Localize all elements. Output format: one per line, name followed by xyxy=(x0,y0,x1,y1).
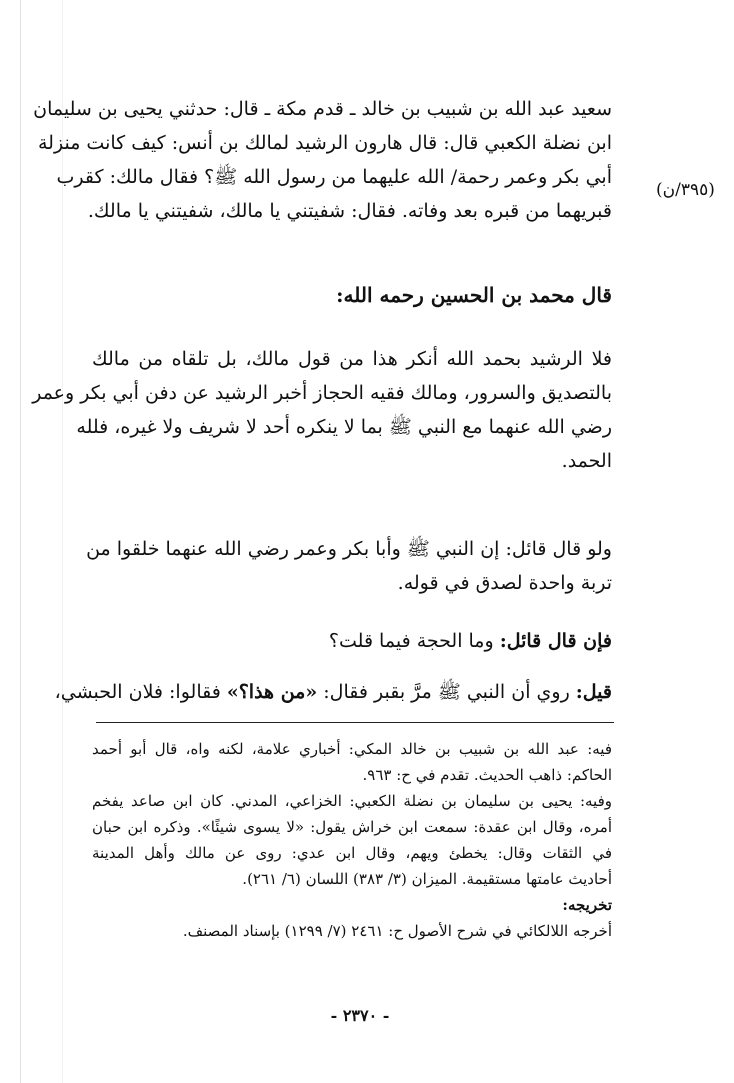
text-line: فلا الرشيد بحمد الله أنكر هذا من قول مالك، بل تلقاه من مالك xyxy=(92,348,612,370)
answer-text-end: فقالوا: فلان الحبشي، xyxy=(54,681,227,703)
footnote-line: الحاكم: ذاهب الحديث. تقدم في ح: ٩٦٣. xyxy=(362,766,612,784)
footnote-line: وفيه: يحيى بن سليمان بن نضلة الكعبي: الخزاعي، المدني. كان ابن صاعد يفخم xyxy=(92,792,612,810)
footnote-line: فيه: عبد الله بن شبيب بن خالد المكي: أخباري علامة، لكنه واه، قال أبو أحمد xyxy=(92,740,612,758)
manuscript-folio-reference: (٣٩٥/ن) xyxy=(656,180,715,200)
text-line: أبي بكر وعمر رحمة/ الله عليهما من رسول الله ﷺ؟ فقال مالك: كقرب xyxy=(56,166,612,188)
question-line xyxy=(92,624,612,658)
footnote-line: أمره، وقال ابن عقدة: سمعت ابن خراش يقول: «لا يسوى شيئًا». وذكره ابن حبان xyxy=(92,818,612,836)
answer-text: روي أن النبي ﷺ مرَّ بقبر فقال: xyxy=(317,681,576,703)
section-heading: قال محمد بن الحسين رحمه الله: xyxy=(336,283,612,307)
footnote-line: أحاديث عامتها مستقيمة. الميزان (٣/ ٣٨٣) اللسان (٦/ ٢٦١). xyxy=(242,870,612,888)
text-line: بالتصديق والسرور، ومالك فقيه الحجاز أخبر الرشيد عن دفن أبي بكر وعمر xyxy=(32,382,612,404)
page-number: - ٢٣٧٠ - xyxy=(330,1006,390,1025)
text-line: تربة واحدة لصدق في قوله. xyxy=(397,572,612,594)
commentary-paragraph xyxy=(32,342,612,478)
answer-lead: قيل: xyxy=(575,681,612,703)
footnote-separator xyxy=(96,722,614,723)
takhrij-heading: تخريجه: xyxy=(562,896,612,914)
footnote-line: في الثقات وقال: يخطئ ويهم، وقال ابن عدي: روى عن مالك وأهل المدينة xyxy=(92,844,612,862)
text-line: ولو قال قائل: إن النبي ﷺ وأبا بكر وعمر رضي الله عنهما خلقوا من xyxy=(86,538,612,560)
question-lead: فإن قال قائل: xyxy=(499,630,612,652)
text-line: الحمد. xyxy=(561,450,612,472)
text-line: قبريهما من قبره بعد وفاته. فقال: شفيتني يا مالك، شفيتني يا مالك. xyxy=(87,200,612,222)
answer-line xyxy=(54,675,612,709)
statement-paragraph xyxy=(86,532,612,600)
text-line: ابن نضلة الكعبي قال: قال هارون الرشيد لمالك بن أنس: كيف كانت منزلة xyxy=(38,132,612,154)
footnotes-block xyxy=(92,736,612,944)
question-text: وما الحجة فيما قلت؟ xyxy=(328,630,500,652)
text-line: رضي الله عنهما مع النبي ﷺ بما لا ينكره أحد لا شريف ولا غيره، فلله xyxy=(76,416,612,438)
text-line: سعيد عبد الله بن شبيب بن خالد ـ قدم مكة ـ قال: حدثني يحيى بن سليمان xyxy=(33,98,612,120)
takhrij-line: أخرجه اللالكائي في شرح الأصول ح: ٢٤٦١ (٧/ ١٢٩٩) بإسناد المصنف. xyxy=(182,922,612,940)
answer-quote: «من هذا؟» xyxy=(226,681,318,703)
narration-paragraph xyxy=(33,92,612,228)
scan-edge-line xyxy=(20,0,21,1083)
